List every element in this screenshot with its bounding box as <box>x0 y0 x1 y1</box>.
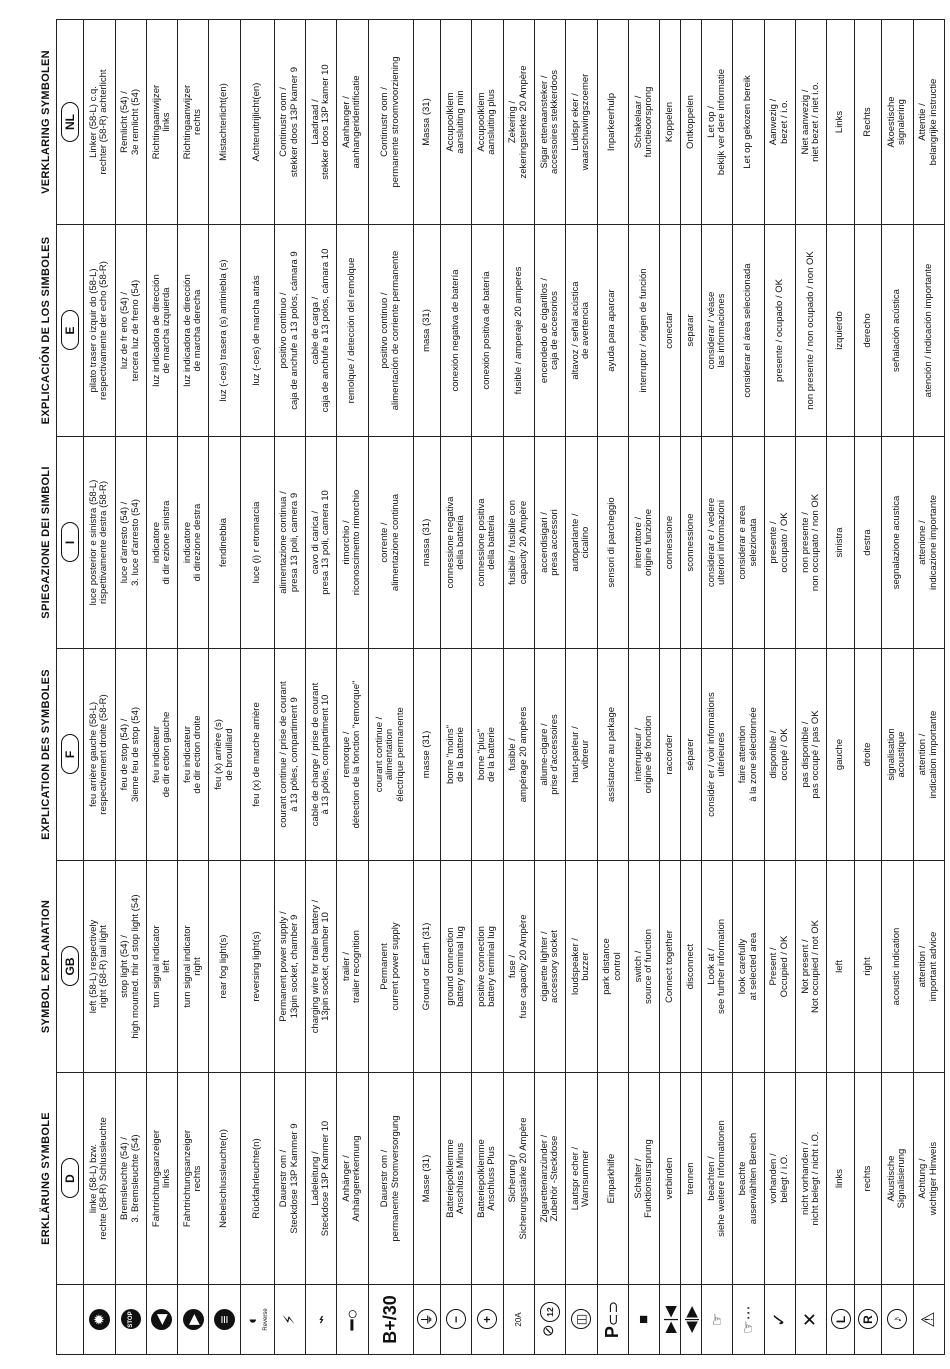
symbol-header <box>35 1285 57 1355</box>
cell-e: derecho <box>854 225 882 437</box>
cell-e: non presente / non ocupado / non OK <box>795 225 826 437</box>
warning-icon: ⚠ <box>917 1311 938 1328</box>
cell-nl: Mistachterlicht(en) <box>209 20 240 225</box>
table-row <box>368 20 413 1355</box>
cell-i: sconnessione <box>681 437 702 649</box>
cell-i: accendisigari / presa accessori <box>534 437 565 649</box>
buzzer-icon: ◫ <box>571 1310 591 1330</box>
symbol-cell <box>503 1285 534 1355</box>
cell-i: connessione positiva della batteria <box>472 437 503 649</box>
table-row <box>854 20 882 1355</box>
cell-gb: park distance control <box>597 861 628 1073</box>
table-row <box>660 20 681 1355</box>
symbol-cell <box>337 1285 368 1355</box>
lang-cell-f <box>57 649 84 861</box>
cell-d: Lautspr echer / Warnsummer <box>566 1073 597 1285</box>
cell-d: Rückfahrleuchte(n) <box>240 1073 274 1285</box>
cell-gb: Present / Occupied / OK <box>764 861 795 1073</box>
cell-nl: Richtingaanwijzer links <box>146 20 177 225</box>
cell-e: luz indicadora de dirección de marcha izquierda <box>146 225 177 437</box>
cell-f: feu indicateur de dir ection droite <box>178 649 209 861</box>
lang-badge-d: D <box>61 1159 79 1199</box>
cell-nl: Ontkoppelen <box>681 20 702 225</box>
cell-gb: charging wire for trailer battery / 13pin socket, chamber 10 <box>305 861 336 1073</box>
symbol-cell <box>597 1285 628 1355</box>
cell-gb: Permanent current power supply <box>368 861 413 1073</box>
cell-f: pas disponible / pas occupé / pas OK <box>795 649 826 861</box>
cell-e: encendedo de cigarillos / caja de accesorios <box>534 225 565 437</box>
cell-i: non presente / non occupato / non OK <box>795 437 826 649</box>
cell-nl: Accupoolklem aansluiting plus <box>472 20 503 225</box>
cell-nl: Zekering / zekeringsterkte 20 Ampère <box>503 20 534 225</box>
cigarette-lighter-icon: ⊘ <box>540 1324 558 1338</box>
cell-f: séparer <box>681 649 702 861</box>
cell-d: Dauerstr om / Steckdose 13P Kammer 9 <box>274 1073 305 1285</box>
cell-e: masa (31) <box>413 225 441 437</box>
cell-nl: Schakelaar / functieoorsprong <box>628 20 659 225</box>
cell-d: links <box>827 1073 855 1285</box>
table-row <box>84 20 115 1355</box>
cell-i: connessione negativa della batteria <box>441 437 472 649</box>
cell-gb: left <box>827 861 855 1073</box>
table-row <box>274 20 305 1355</box>
cell-nl: Inparkeerhulp <box>597 20 628 225</box>
permanent-current-icon: B+/30 <box>379 1295 400 1344</box>
charging-wire-icon: ⌁ <box>312 1314 330 1325</box>
cell-i: segnalazione acustica <box>882 437 913 649</box>
cell-e: separar <box>681 225 702 437</box>
lang-badge-e: E <box>61 311 79 351</box>
cell-d: Schalter / Funktionsursprung <box>628 1073 659 1285</box>
cell-nl: Akoestische signalering <box>882 20 913 225</box>
cell-e: luz indicadora de dirección de marcha derecha <box>178 225 209 437</box>
table-row <box>472 20 503 1355</box>
cell-d: rechts <box>854 1073 882 1285</box>
cell-f: remorque / détection de la fonction "remorque" <box>337 649 368 861</box>
cell-i: autoparlante / cicalino <box>566 437 597 649</box>
cell-f: allume-cigare / prise d'accessoires <box>534 649 565 861</box>
permanent-supply-icon: ⚡ <box>281 1314 299 1325</box>
symbol-cell <box>854 1285 882 1355</box>
cell-nl: Let op / bekijk ver dere informatie <box>702 20 733 225</box>
table-row <box>566 20 597 1355</box>
symbol-cell <box>274 1285 305 1355</box>
cell-f: feu (x) arrière (s) de brouillard <box>209 649 240 861</box>
fog-light-icon: ≡ <box>214 1309 235 1330</box>
cell-i: sinistra <box>827 437 855 649</box>
cell-e: luz de fr eno (54) / tercera luz de freno (54) <box>115 225 146 437</box>
symbol-cell <box>764 1285 795 1355</box>
table-row <box>413 20 441 1355</box>
cell-nl: Niet aanwezig / niet bezet / niet i.o. <box>795 20 826 225</box>
cell-e: positivo continuo / alimentación de corriente permanente <box>368 225 413 437</box>
table-row <box>882 20 913 1355</box>
cell-d: Akustische Signalisierung <box>882 1073 913 1285</box>
cell-d: Batteriepolklemme Anschluss Plus <box>472 1073 503 1285</box>
lang-cell-i <box>57 437 84 649</box>
cross-icon: ✕ <box>800 1311 821 1328</box>
cell-nl: Continustr oom / permanente stroomvoorziening <box>368 20 413 225</box>
cell-i: corrente / alimentazione continua <box>368 437 413 649</box>
fuse-icon: 20A <box>513 1312 523 1327</box>
cell-gb: Ground or Earth (31) <box>413 861 441 1073</box>
cell-d: verbinden <box>660 1073 681 1285</box>
cell-f: feu (x) de marche arrière <box>240 649 274 861</box>
cell-f: attention / indication importante <box>913 649 944 861</box>
cell-gb: look carefully at selected area <box>733 861 764 1073</box>
cell-gb: rear fog light(s) <box>209 861 240 1073</box>
cell-nl: Linker (58-L) c.q. rechter (58-R) achterlicht <box>84 20 115 225</box>
rotated-symbol-table <box>35 20 945 1355</box>
cell-gb: ground connection battery terminal lug <box>441 861 472 1073</box>
cell-gb: Look at / see further information <box>702 861 733 1073</box>
cell-gb: reversing light(s) <box>240 861 274 1073</box>
cell-f: feu de stop (54) / 3ieme feu de stop (54) <box>115 649 146 861</box>
reversing-light-icon: ◐ <box>243 1314 261 1325</box>
cell-f: signalisation acoustique <box>882 649 913 861</box>
cell-f: feu indicateur de dir ection gauche <box>146 649 177 861</box>
table-row <box>305 20 336 1355</box>
cell-f: borne "moins" de la batterie <box>441 649 472 861</box>
header-gb: SYMBOL EXPLANATION <box>40 899 53 1034</box>
cell-i: fusibile / fusibile con capacity 20 Ampère <box>503 437 534 649</box>
symbol-cell <box>441 1285 472 1355</box>
cell-nl: Massa (31) <box>413 20 441 225</box>
cell-gb: trailer / trailer recognition <box>337 861 368 1073</box>
symbol-cell <box>913 1285 944 1355</box>
cell-e: atención / indicación importante <box>913 225 944 437</box>
table-row <box>441 20 472 1355</box>
cell-i: destra <box>854 437 882 649</box>
symbol-cell <box>702 1285 733 1355</box>
cell-d: Ladeleitung / Steckdose 13P Kammer 10 <box>305 1073 336 1285</box>
park-distance-icon: P <box>601 1326 622 1339</box>
cell-gb: Not present / Not occupied / not OK <box>795 861 826 1073</box>
header-f: EXPLICATION DES SYMBOLES <box>40 669 53 840</box>
cell-d: Zigarettenanzünder / Zubehör -Steckdose <box>534 1073 565 1285</box>
cell-d: Fahrtrichtungsanzeiger links <box>146 1073 177 1285</box>
cell-gb: left (58-L) respectively right (58-R) tail light <box>84 861 115 1073</box>
cell-nl: Luidspr eker / waarschuwingszoemer <box>566 20 597 225</box>
car-icon: ⊂⊃ <box>604 1300 622 1327</box>
cell-f: fusible / ampérage 20 ampères <box>503 649 534 861</box>
cell-nl: Attentie / belangrijke instructie <box>913 20 944 225</box>
acoustic-icon: ♪ <box>887 1310 907 1330</box>
stop-light-icon: STOP <box>121 1310 141 1330</box>
cell-i: considerar e area selezionata <box>733 437 764 649</box>
cell-d: vorhanden / belegt / i.O. <box>764 1073 795 1285</box>
cell-e: considerar / véase las informaciones <box>702 225 733 437</box>
header-d: ERKLÄRUNG SYMBOLE <box>40 1112 53 1245</box>
symbol-cell <box>209 1285 240 1355</box>
cell-f: gauche <box>827 649 855 861</box>
cell-e: positivo continuo / caja de anchufe a 13 polos, cámara 9 <box>274 225 305 437</box>
cell-e: remolque / detección del remolque <box>337 225 368 437</box>
cell-e: conexión positiva de batería <box>472 225 503 437</box>
cell-e: altavoz / señal acústica de avertencia <box>566 225 597 437</box>
cell-gb: stop light (54) / high mounted. thir d stop light (54) <box>115 861 146 1073</box>
cell-i: rimorchio / riconoscimento rimorchio <box>337 437 368 649</box>
cell-e: interruptor / origen de función <box>628 225 659 437</box>
cell-gb: disconnect <box>681 861 702 1073</box>
cell-nl: Remlicht (54) / 3e remlicht (54) <box>115 20 146 225</box>
cell-d: Nebelschlussleuchte(n) <box>209 1073 240 1285</box>
table-row <box>178 20 209 1355</box>
cell-nl: Aanhanger / aanhangeridentificatie <box>337 20 368 225</box>
cell-f: disponible / occupé / OK <box>764 649 795 861</box>
table-row <box>827 20 855 1355</box>
left-icon: L <box>831 1310 851 1330</box>
reverse-label: Reverse <box>262 1308 269 1331</box>
cell-gb: cigarette lighter / accessory socket <box>534 861 565 1073</box>
lang-symbol-cell <box>57 1285 84 1355</box>
cell-i: considerar e / vedere ulteriori informazioni <box>702 437 733 649</box>
symbol-cell <box>882 1285 913 1355</box>
minus-icon: − <box>446 1310 466 1330</box>
cell-e: luz (-ces) trasera (s) antiniebla (s) <box>209 225 240 437</box>
look-icon: ☞ <box>708 1312 726 1327</box>
lang-badge-f: F <box>61 735 79 775</box>
check-icon: ✓ <box>768 1311 789 1328</box>
symbol-cell <box>628 1285 659 1355</box>
symbol-cell <box>413 1285 441 1355</box>
cell-gb: right <box>854 861 882 1073</box>
cell-nl: Koppelen <box>660 20 681 225</box>
symbol-table <box>35 19 945 1355</box>
cell-nl: Links <box>827 20 855 225</box>
lang-cell-nl <box>57 20 84 225</box>
header-i: SPIEGAZIONE DEI SIMBOLI <box>40 466 53 619</box>
cell-e: presente / ocupado / OK <box>764 225 795 437</box>
symbol-cell <box>115 1285 146 1355</box>
symbol-cell <box>146 1285 177 1355</box>
cell-e: izquierdo <box>827 225 855 437</box>
symbol-cell <box>472 1285 503 1355</box>
cell-d: Dauerstr om / permanente Stromversorgung <box>368 1073 413 1285</box>
cell-i: attenione / indicazione importante <box>913 437 944 649</box>
cell-nl: Let op gekozen bereik <box>733 20 764 225</box>
symbol-cell <box>795 1285 826 1355</box>
symbol-cell <box>660 1285 681 1355</box>
cell-d: Batteriepolklemme Anschluss Minus <box>441 1073 472 1285</box>
table-row <box>240 20 274 1355</box>
symbol-cell <box>733 1285 764 1355</box>
cell-gb: Permanent power supply / 13pin socket, chamber 9 <box>274 861 305 1073</box>
header-nl: VERKLARING SYMBOLEN <box>40 50 53 194</box>
cell-f: haut-parleur / vibreur <box>566 649 597 861</box>
cell-f: cable de charge / prise de courant à 13 pôles, compartiment 10 <box>305 649 336 861</box>
cell-i: luce (i) r etromarcia <box>240 437 274 649</box>
lang-badge-nl: NL <box>61 102 79 142</box>
cell-f: considér er / voir informations ultérieures <box>702 649 733 861</box>
cell-nl: Achteruitrijlicht(en) <box>240 20 274 225</box>
table-row <box>534 20 565 1355</box>
table-row <box>115 20 146 1355</box>
table-row <box>503 20 534 1355</box>
cell-d: Achtung / wichtiger Hinweis <box>913 1073 944 1285</box>
cell-d: Einparkhilfe <box>597 1073 628 1285</box>
cell-e: considerar el área seleccionada <box>733 225 764 437</box>
cell-e: pilato traser o izquir do (58-L) respectivamente der echo (58-R) <box>84 225 115 437</box>
header-e: EXPLICACIÓN DE LOS SIMBOLES <box>40 236 53 425</box>
trailer-icon: ━○ <box>341 1308 362 1331</box>
cell-d: beachte auserwählten Bereich <box>733 1073 764 1285</box>
cell-e: conexión negativa de batería <box>441 225 472 437</box>
cell-e: fusible / amperaje 20 amperes <box>503 225 534 437</box>
cell-i: luce posterior e sinistra (58-L) rispettivamente destra (58-R) <box>84 437 115 649</box>
lang-cell-e <box>57 225 84 437</box>
disconnect-icon: ◀|▶ <box>682 1306 700 1333</box>
lang-cell-d <box>57 1073 84 1285</box>
cell-gb: Connect together <box>660 861 681 1073</box>
cell-i: alimentazione continua / presa 13 poli, camera 9 <box>274 437 305 649</box>
cell-d: Bremsleuchte (54) / 3. Bremsleuchte (54) <box>115 1073 146 1285</box>
symbol-cell <box>681 1285 702 1355</box>
cell-i: indicatore di direzione destra <box>178 437 209 649</box>
cell-f: assistance au parkage <box>597 649 628 861</box>
cell-i: indicatore di dir ezione sinistra <box>146 437 177 649</box>
cell-d: Anhänger / Anhängererkennung <box>337 1073 368 1285</box>
cell-nl: Accupoolklem aansluiting min <box>441 20 472 225</box>
cell-f: raccorder <box>660 649 681 861</box>
socket-12-icon: 12 <box>540 1302 560 1322</box>
cell-i: massa (31) <box>413 437 441 649</box>
symbol-cell <box>368 1285 413 1355</box>
cell-gb: loudspeaker / buzzer <box>566 861 597 1073</box>
cell-gb: positive connection battery terminal lug <box>472 861 503 1073</box>
table-row <box>702 20 733 1355</box>
cell-nl: Laadraad / stekker doos 13P kamer 10 <box>305 20 336 225</box>
symbol-cell <box>84 1285 115 1355</box>
cell-nl: Continustr oom / stekker doos 13P kamer 9 <box>274 20 305 225</box>
cell-f: courant continue / alimentation électrique permanente <box>368 649 413 861</box>
cell-i: cavo di carica / presa 13 poli, camera 10 <box>305 437 336 649</box>
table-row <box>597 20 628 1355</box>
table-row <box>337 20 368 1355</box>
cell-gb: turn signal indicator left <box>146 861 177 1073</box>
cell-d: trennen <box>681 1073 702 1285</box>
cell-nl: Aanwezig / bezet / i.o. <box>764 20 795 225</box>
cell-i: connessione <box>660 437 681 649</box>
lang-cell-gb <box>57 861 84 1073</box>
cell-f: borne "plus" de la batterie <box>472 649 503 861</box>
cell-e: cable de carga / caja de anchufe a 13 polos, cámara 10 <box>305 225 336 437</box>
table-row <box>146 20 177 1355</box>
cell-f: interrupteur / origine de fonction <box>628 649 659 861</box>
cell-f: droite <box>854 649 882 861</box>
lang-badge-i: I <box>61 523 79 563</box>
connect-icon: ▶|◀ <box>661 1306 679 1333</box>
cell-f: masse (31) <box>413 649 441 861</box>
cell-nl: Sigar ettenaansteker / accessoires stekkerdoos <box>534 20 565 225</box>
table-row <box>628 20 659 1355</box>
tail-light-icon: ✹ <box>89 1309 110 1330</box>
right-icon: R <box>858 1310 878 1330</box>
cell-i: presente / occupato / OK <box>764 437 795 649</box>
table-row <box>681 20 702 1355</box>
cell-gb: switch / source of function <box>628 861 659 1073</box>
cell-f: faire attention à la zone sélectionnée <box>733 649 764 861</box>
symbol-cell <box>240 1285 274 1355</box>
cell-d: nicht vorhanden / nicht belegt / nicht i.O. <box>795 1073 826 1285</box>
symbol-cell <box>178 1285 209 1355</box>
cell-d: Sicherung / Sicherungsstärke 20 Ampère <box>503 1073 534 1285</box>
cell-e: señalación acústica <box>882 225 913 437</box>
cell-d: linke (58-L) bzw. rechte (58-R) Schlussleuchte <box>84 1073 115 1285</box>
table-row <box>209 20 240 1355</box>
table-row <box>795 20 826 1355</box>
cell-gb: fuse / fuse capacity 20 Ampère <box>503 861 534 1073</box>
cell-i: luce d'arresto (54) / 3. luce d'arresto (54) <box>115 437 146 649</box>
plus-icon: + <box>477 1310 497 1330</box>
cell-e: luz (-ces) de marcha atrás <box>240 225 274 437</box>
table-row <box>764 20 795 1355</box>
table-row <box>733 20 764 1355</box>
symbol-cell <box>827 1285 855 1355</box>
symbol-cell <box>566 1285 597 1355</box>
lang-badge-gb: GB <box>61 947 79 987</box>
cell-e: conectar <box>660 225 681 437</box>
cell-f: courant continue / prise de courant à 13 pôles, compartiment 9 <box>274 649 305 861</box>
cell-d: Masse (31) <box>413 1073 441 1285</box>
cell-i: interruttore / origine funzione <box>628 437 659 649</box>
switch-icon: ■ <box>635 1314 653 1325</box>
look-area-icon: ☞⋯ <box>740 1305 757 1334</box>
ground-icon: ⏚ <box>417 1310 437 1330</box>
symbol-cell <box>534 1285 565 1355</box>
turn-left-icon: ◀ <box>151 1309 172 1330</box>
cell-nl: Rechts <box>854 20 882 225</box>
cell-d: beachten / siehe weitere Informationen <box>702 1073 733 1285</box>
cell-f: feu arrière gauche (58-L) respectivement droite (58-R) <box>84 649 115 861</box>
cell-i: sensori di parcheggio <box>597 437 628 649</box>
cell-gb: turn signal indicator right <box>178 861 209 1073</box>
cell-i: fendinebbia <box>209 437 240 649</box>
symbol-cell <box>305 1285 336 1355</box>
cell-d: Fahrtrichtungsanzeiger rechts <box>178 1073 209 1285</box>
cell-gb: attention / important advice <box>913 861 944 1073</box>
cell-gb: acoustic indication <box>882 861 913 1073</box>
table-row <box>913 20 944 1355</box>
turn-right-icon: ▶ <box>183 1309 204 1330</box>
cell-nl: Richtingaanwijzer rechts <box>178 20 209 225</box>
cell-e: ayuda para aparcar <box>597 225 628 437</box>
